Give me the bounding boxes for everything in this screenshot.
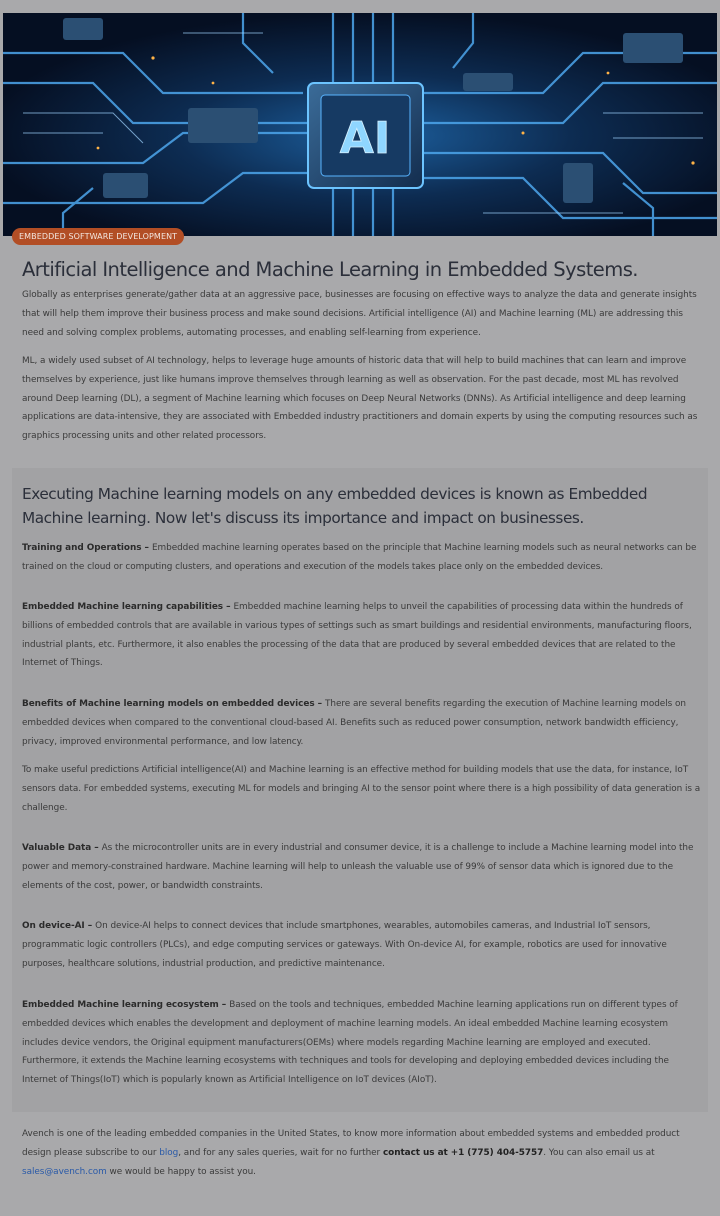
hero-image	[3, 13, 717, 236]
section-item	[22, 761, 702, 817]
intro-paragraph-1: Globally as enterprises generate/gather data at an aggressive pace, businesses are focusing on effective ways to analyze the data and generate insights that will help them improve their business process and make sound decisions. Artificial intelligence (AI) and Machine learning (ML) are addressing this need and solving complex problems, automating processes, and enabling self-learning from experience.	[22, 290, 697, 338]
contact-phone[interactable]: contact us at +1 (775) 404-5757	[382, 1147, 544, 1158]
footer-text: Avench is one of the leading embedded companies in the United States, to know more information about embedded systems and embedded product design please subscribe to our	[22, 1129, 680, 1158]
item-text: As the microcontroller units are in every industrial and consumer device, it is a challenge to include a Machine learning model into the power and memory-constrained hardware. Machine learning will help to unleash the valuable use of 99% of sensor data which is ignored due to the elements of the cost, power, or bandwidth constraints.	[22, 843, 694, 891]
item-text: Based on the tools and techniques, embedded Machine learning applications run on different types of embedded devices which enables the development and deployment of machine learning models. An ideal embedded Machine learning ecosystem includes device vendors, the Original equipment manufacturers(OEMs) where models regarding Machine learning are employed and executed. Furthermore, it extends the Machine learning ecosystems with techniques and tools for developing and deploying embedded devices including the Internet of Things(IoT) which is popularly known as Artificial Intelligence on IoT devices (AIoT).	[22, 1000, 678, 1086]
section-heading: Executing Machine learning models on any embedded devices is known as Embedded Machine learning. Now let's discuss its importance and impact on businesses.	[22, 485, 648, 527]
footer-paragraph	[22, 1125, 702, 1181]
email-link[interactable]: sales@avench.com	[22, 1166, 107, 1177]
section-item	[22, 695, 702, 751]
item-lead: Valuable Data –	[22, 843, 102, 853]
page-title: Artificial Intelligence and Machine Learning in Embedded Systems.	[22, 258, 638, 281]
section-item	[22, 598, 702, 673]
item-lead: On device-AI –	[22, 921, 96, 931]
section-item	[22, 539, 702, 577]
blog-link[interactable]: blog	[159, 1147, 179, 1158]
footer-text: , and for any sales queries, wait for no further	[178, 1147, 383, 1158]
svg-text:AI: AI	[339, 113, 391, 164]
item-lead: Embedded Machine learning capabilities –	[22, 602, 234, 612]
category-badge[interactable]: EMBEDDED SOFTWARE DEVELOPMENT	[12, 228, 184, 245]
item-lead: Embedded Machine learning ecosystem –	[22, 1000, 230, 1010]
item-text: To make useful predictions Artificial intelligence(AI) and Machine learning is an effective method for building models that use the data, for instance, IoT sensors data. For embedded systems, executing ML for models and bringing AI to the sensor point where there is a high possibility of data generation is a challenge.	[22, 765, 701, 813]
section-item	[22, 839, 702, 895]
item-text: Embedded machine learning operates based on the principle that Machine learning models such as neural networks can be trained on the cloud or computing clusters, and operations and execution of the models takes place only on the embedded devices.	[22, 543, 697, 572]
footer-text: . You can also email us at	[543, 1147, 655, 1158]
item-text: There are several benefits regarding the execution of Machine learning models on embedded devices when compared to the conventional cloud-based AI. Benefits such as reduced power consumption, network bandwidth efficiency, privacy, improved environmental performance, and low latency.	[22, 699, 686, 747]
intro-paragraph-2: ML, a widely used subset of AI technology, helps to leverage huge amounts of historic data that will help to build machines that can learn and improve themselves by experience, just like humans improve themselves through learning as well as observation. For the past decade, most ML has revolved around Deep learning (DL), a segment of Machine learning which focuses on Deep Neural Networks (DNNs). As Artificial intelligence and deep learning applications are data-intensive, they are associated with Embedded industry practitioners and domain experts by using the computing resources such as graphics processing units and other related processors.	[22, 356, 698, 442]
item-lead: Benefits of Machine learning models on embedded devices –	[22, 699, 326, 709]
item-text: Embedded machine learning helps to unveil the capabilities of processing data within the hundreds of billions of embedded controls that are available in various types of settings such as smart buildings and residential environments, manufacturing floors, industrial plants, etc. Furthermore, it also enables the processing of the data that are produced by several embedded devices that are related to the Internet of Things.	[22, 602, 692, 669]
ai-chip-circuit-icon	[3, 13, 717, 236]
footer-text: we would be happy to assist you.	[106, 1166, 256, 1177]
section-item	[22, 917, 702, 973]
item-lead: Training and Operations –	[22, 543, 152, 553]
item-text: On device-AI helps to connect devices that include smartphones, wearables, automobiles cameras, and Industrial IoT sensors, programmatic logic controllers (PLCs), and edge computing services or gateways. With On-device AI, for example, robotics are used for innovative purposes, healthcare solutions, industrial production, and predictive maintenance.	[22, 921, 667, 969]
section-item	[22, 996, 702, 1090]
